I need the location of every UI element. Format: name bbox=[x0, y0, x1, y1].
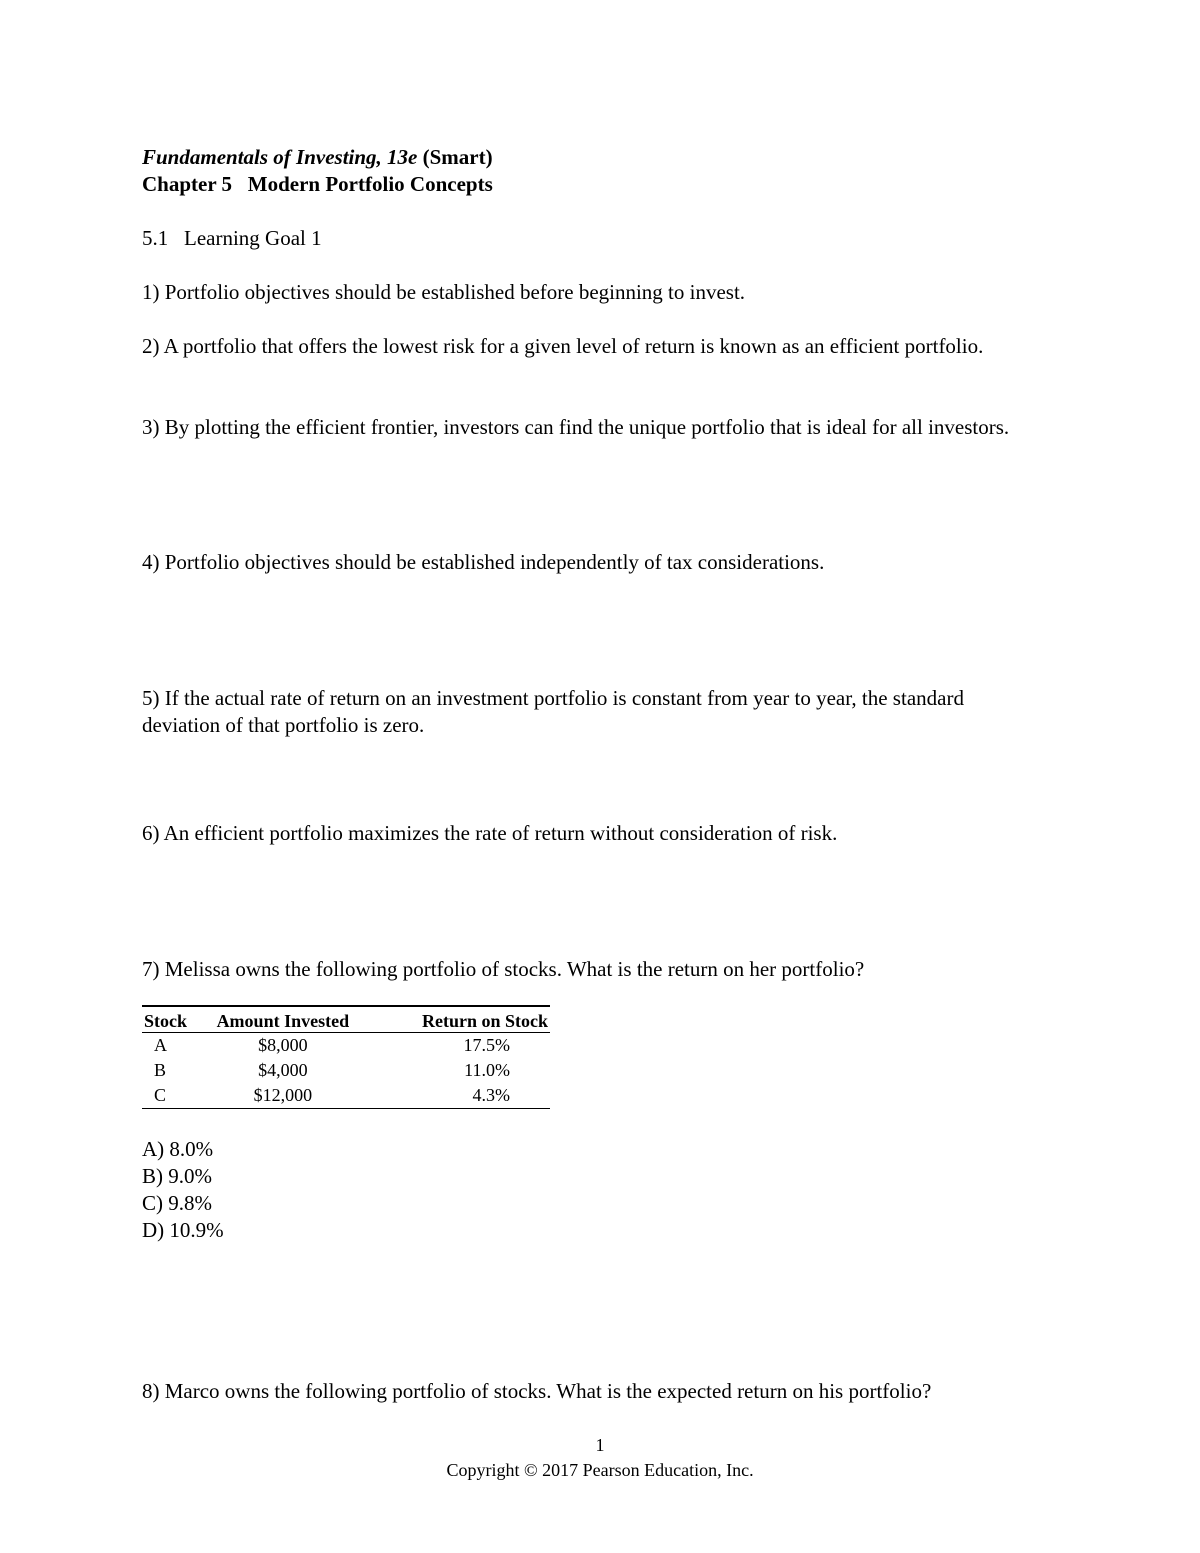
stock-cell: B bbox=[154, 1060, 167, 1080]
return-cell: 11.0% bbox=[464, 1060, 510, 1080]
page-number: 1 bbox=[595, 1435, 605, 1455]
stock-table-header bbox=[142, 1006, 550, 1033]
stock-cell: C bbox=[142, 1083, 211, 1109]
table-row bbox=[142, 1083, 550, 1109]
chapter-title: Chapter 5 Modern Portfolio Concepts bbox=[142, 172, 493, 196]
header-stock: Stock bbox=[142, 1006, 211, 1033]
question-3: 3) By plotting the efficient frontier, investors can find the unique portfolio that is ideal for all investors. bbox=[142, 415, 1010, 439]
table-row bbox=[142, 1058, 550, 1083]
table-row bbox=[142, 1033, 550, 1059]
choice-c: C) 9.8% bbox=[142, 1191, 212, 1215]
question-6: 6) An efficient portfolio maximizes the rate of return without consideration of risk. bbox=[142, 821, 838, 845]
header-return-on-stock: Return on Stock bbox=[355, 1006, 550, 1033]
question-1: 1) Portfolio objectives should be established before beginning to invest. bbox=[142, 280, 746, 304]
header-amount-invested: Amount Invested bbox=[211, 1006, 356, 1033]
choice-b: B) 9.0% bbox=[142, 1164, 212, 1188]
return-cell: 4.3% bbox=[355, 1083, 550, 1109]
choice-d: D) 10.9% bbox=[142, 1218, 224, 1242]
return-cell: 17.5% bbox=[463, 1035, 510, 1055]
stock-cell: A bbox=[154, 1035, 167, 1055]
copyright-notice: Copyright © 2017 Pearson Education, Inc. bbox=[446, 1460, 754, 1480]
question-2: 2) A portfolio that offers the lowest risk for a given level of return is known as an efficient portfolio. bbox=[142, 334, 984, 358]
amount-cell: $12,000 bbox=[211, 1083, 356, 1109]
choice-a: A) 8.0% bbox=[142, 1137, 214, 1161]
stock-table bbox=[142, 1005, 550, 1109]
book-title: Fundamentals of Investing, 13e bbox=[142, 145, 418, 169]
amount-cell: $4,000 bbox=[258, 1060, 308, 1080]
section-heading: 5.1 Learning Goal 1 bbox=[142, 226, 322, 250]
question-5: 5) If the actual rate of return on an investment portfolio is constant from year to year, the standard deviation of that portfolio is zero. bbox=[142, 686, 964, 737]
q7-answer-choices bbox=[142, 1136, 224, 1244]
question-4: 4) Portfolio objectives should be established independently of tax considerations. bbox=[142, 550, 825, 574]
book-title-line bbox=[142, 144, 493, 171]
amount-cell: $8,000 bbox=[258, 1035, 308, 1055]
question-8: 8) Marco owns the following portfolio of stocks. What is the expected return on his portfolio? bbox=[142, 1379, 932, 1403]
question-7: 7) Melissa owns the following portfolio of stocks. What is the return on her portfolio? bbox=[142, 957, 865, 981]
book-author: (Smart) bbox=[422, 145, 493, 169]
